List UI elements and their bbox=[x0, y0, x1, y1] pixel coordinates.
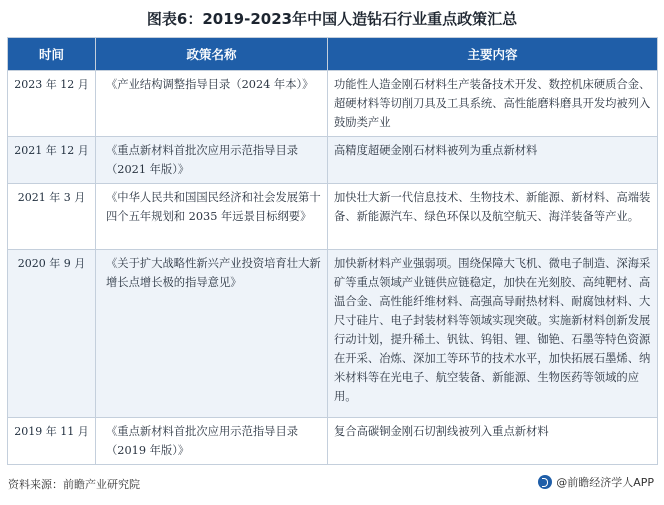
cell-time: 2020 年 9 月 bbox=[8, 250, 96, 418]
cell-policy: 《产业结构调整指导目录（2024 年本）》 bbox=[96, 71, 328, 137]
cell-policy: 《重点新材料首批次应用示范指导目录（2019 年版）》 bbox=[96, 418, 328, 465]
cell-content: 高精度超硬金刚石材料被列为重点新材料 bbox=[328, 137, 658, 184]
policy-table bbox=[7, 37, 658, 465]
cell-time: 2021 年 3 月 bbox=[8, 184, 96, 250]
source-note: 资料来源：前瞻产业研究院 bbox=[8, 478, 140, 491]
table-row bbox=[8, 418, 658, 465]
page-title: 图表6：2019-2023年中国人造钻石行业重点政策汇总 bbox=[146, 10, 518, 28]
header-main-content: 主要内容 bbox=[328, 38, 658, 71]
cell-content: 加快壮大新一代信息技术、生物技术、新能源、新材料、高端装备、新能源汽车、绿色环保以及航空航天、海洋装备等产业。 bbox=[328, 184, 658, 250]
table-row bbox=[8, 184, 658, 250]
header-policy-name: 政策名称 bbox=[96, 38, 328, 71]
header-time: 时间 bbox=[8, 38, 96, 71]
brand-logo-icon bbox=[538, 475, 552, 489]
cell-content: 加快新材料产业强弱项。围绕保障大飞机、微电子制造、深海采矿等重点领域产业链供应链稳定，加快在光刻胶、高纯靶材、高温合金、高性能纤维材料、高强高导耐热材料、耐腐蚀材料、大尺寸硅片、电子封装材料等领域实现突破。实施新材料创新发展行动计划，提升稀土、钒钛、钨钼、锂、铷铯、石墨等特色资源在开采、冶炼、深加工等环节的技术水平，加快拓展石墨烯、纳米材料等在光电子、航空装备、新能源、生物医药等领域的应用。 bbox=[328, 250, 658, 418]
cell-content: 功能性人造金刚石材料生产装备技术开发、数控机床硬质合金、超硬材料等切削刀具及工具系统、高性能磨料磨具开发均被列入鼓励类产业 bbox=[328, 71, 658, 137]
table-row bbox=[8, 250, 658, 418]
table-header-row bbox=[8, 38, 658, 71]
cell-policy: 《中华人民共和国国民经济和社会发展第十四个五年规划和 2035 年远景目标纲要》 bbox=[96, 184, 328, 250]
cell-time: 2021 年 12 月 bbox=[8, 137, 96, 184]
brand-credit bbox=[538, 474, 654, 490]
cell-content: 复合高碳铜金刚石切割线被列入重点新材料 bbox=[328, 418, 658, 465]
cell-time: 2023 年 12 月 bbox=[8, 71, 96, 137]
cell-time: 2019 年 11 月 bbox=[8, 418, 96, 465]
cell-policy: 《关于扩大战略性新兴产业投资培育壮大新增长点增长极的指导意见》 bbox=[96, 250, 328, 418]
cell-policy: 《重点新材料首批次应用示范指导目录（2021 年版）》 bbox=[96, 137, 328, 184]
brand-label: @前瞻经济学人APP bbox=[556, 476, 654, 489]
table-row bbox=[8, 137, 658, 184]
table-row bbox=[8, 71, 658, 137]
